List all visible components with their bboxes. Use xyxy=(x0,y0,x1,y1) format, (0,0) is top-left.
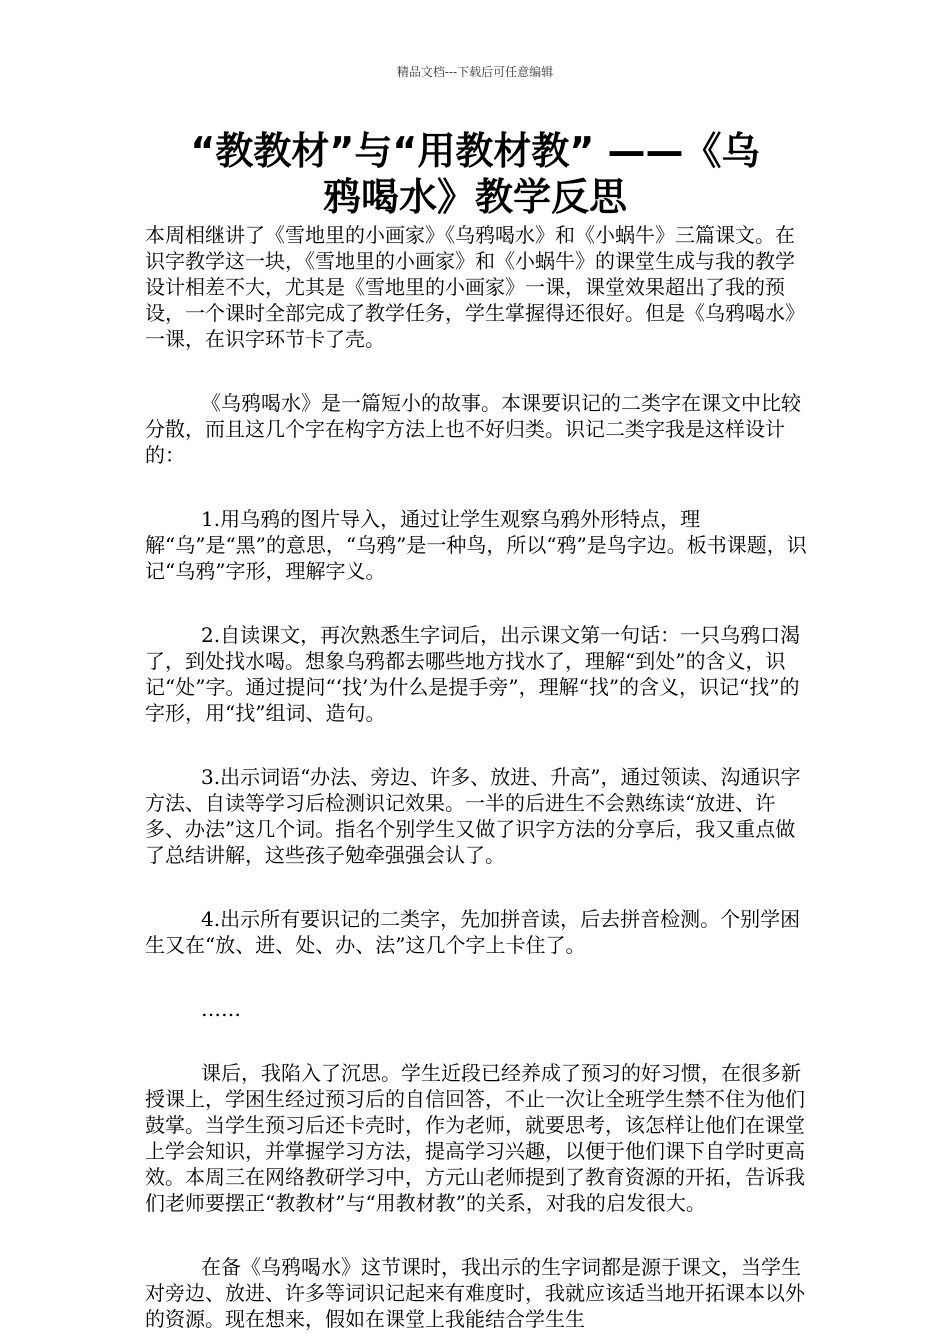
header-note: 精品文档---下载后可任意编辑 xyxy=(396,65,554,79)
paragraph-story: 《乌鸦喝水》是一篇短小的故事。本课要识记的二类字在课文中比较分散，而且这几个字在构字方法上也不好归类。识记二类字我是这样设计的： xyxy=(145,391,801,467)
title-line-2: 鸦喝水》教学反思 xyxy=(322,175,627,219)
paragraph-reflection: 课后，我陷入了沉思。学生近段已经养成了预习的好习惯，在很多新授课上，学困生经过预习后的自信回答，不止一次让全班学生禁不住为他们鼓掌。当学生预习后还卡壳时，作为老师，就要思考，该怎样让他们在课堂上学会知识，并掌握学习方法，提高学习兴趣，以便于他们课下自学时更高效。本周三在网络教研学习中，方元山老师提到了教育资源的开拓，告诉我们老师要摆正“教教材”与“用教材教”的关系，对我的启发很大。 xyxy=(145,1061,805,1215)
paragraph-step-2: 2.自读课文，再次熟悉生字词后，出示课文第一句话：一只乌鸦口渴了，到处找水喝。想象乌鸦都去哪些地方找水了，理解“到处”的含义，识记“处”字。通过提问“‘找’为什么是提手旁”，理解“找”的含义，识记“找”的字形，用“找”组词、造句。 xyxy=(145,623,801,725)
document-body xyxy=(145,222,810,1332)
paragraph-intro: 本周相继讲了《雪地里的小画家》《乌鸦喝水》和《小蜗牛》三篇课文。在识字教学这一块，《雪地里的小画家》和《小蜗牛》的课堂生成与我的教学设计相差不大，尤其是《雪地里的小画家》一课，课堂效果超出了我的预设，一个课时全部完成了教学任务，学生掌握得还很好。但是《乌鸦喝水》一课，在识字环节卡了壳。 xyxy=(145,223,805,351)
document-title xyxy=(145,128,805,220)
paragraph-preparation: 在备《乌鸦喝水》这节课时，我出示的生字词都是源于课文，当学生对旁边、放进、许多等词识记起来有难度时，我就应该适当地开拓课本以外的资源。现在想来，假如在课堂上我能结合学生生 xyxy=(145,1255,805,1331)
paragraph-step-3: 3.出示词语“办法、旁边、许多、放进、升高”，通过领读、沟通识字方法、自读等学习后检测识记效果。一半的后进生不会熟练读“放进、许多、办法”这几个词。指名个别学生又做了识字方法的分享后，我又重点做了总结讲解，这些孩子勉牵强强会认了。 xyxy=(145,765,801,867)
paragraph-ellipsis: …… xyxy=(201,997,241,1021)
paragraph-step-4: 4.出示所有要识记的二类字，先加拼音读，后去拼音检测。个别学困生又在“放、进、处、办、法”这几个字上卡住了。 xyxy=(145,907,801,957)
paragraph-step-1: 1.用乌鸦的图片导入，通过让学生观察乌鸦外形特点，理解“乌”是“黑”的意思，“乌鸦”是一种鸟，所以“鸦”是鸟字边。板书课题，识记“乌鸦”字形，理解字义。 xyxy=(145,507,807,583)
title-line-1: “教教材”与“用教材教” ——《乌 xyxy=(190,129,760,173)
